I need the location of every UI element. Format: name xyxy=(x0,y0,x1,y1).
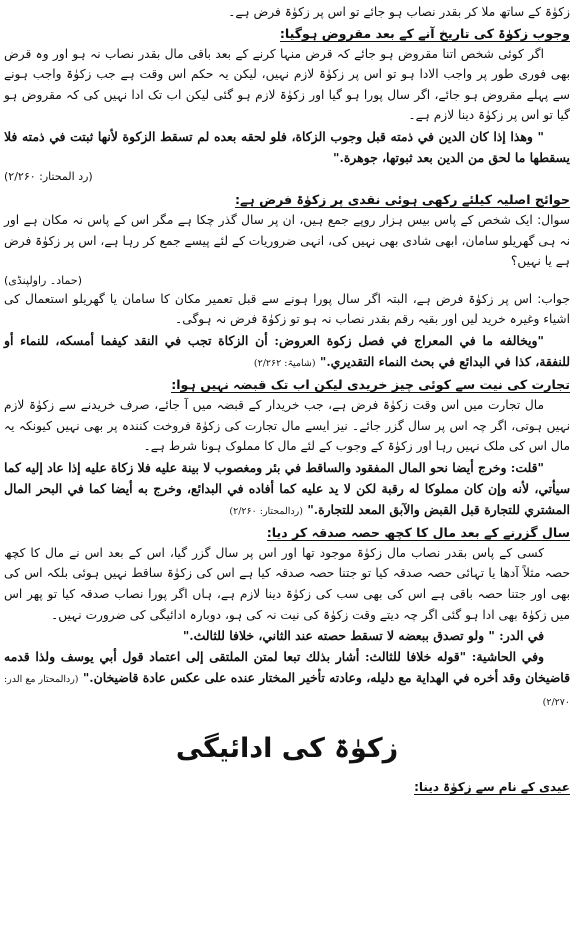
paragraph-carryover: زکوٰۃ کے ساتھ ملا کر بقدر نصاب ہو جائے تو اس پر زکوٰۃ فرض ہے۔ xyxy=(228,5,570,19)
document-page xyxy=(4,2,570,797)
arabic-quote-durr: في الدر: " ولو تصدق ببعضه لا تسقط حصته عند الثاني، خلافا للثالث." xyxy=(182,628,544,644)
section-heading-trade-goods xyxy=(4,374,570,395)
arabic-quote-text: وفي الحاشية: "قوله خلافا للثالث: أشار بذلك تبعا لمتن الملتقى إلى اعتماد قول أبي يوسف ولذا قدمه قاضيخان وقد أخره في الهداية مع دليله، وعادته تأخير المختار عنده على عكس عادة قاضيخان." xyxy=(4,649,570,686)
section-heading-basic-needs xyxy=(4,189,570,210)
section-heading-charity xyxy=(4,522,570,543)
chapter-title: زکوٰۃ کی ادائیگی xyxy=(175,733,399,765)
heading-text: سال گزرنے کے بعد مال کا کچھ حصہ صدقہ کر دیا: xyxy=(266,524,570,540)
paragraph-charity: کسی کے پاس بقدر نصاب مال زکوٰۃ موجود تھا اور اس پر سال گزر گیا، اس کے بعد اس نے مال کا کچھ حصہ مثلاً آدھا یا تہائی حصہ صدقہ کیا تو جتنا حصہ صدقہ کیا ہے اس کی زکوٰۃ ساقط نہیں ہوئی بلکہ اس کی بھی اور جتنا حصہ باقی ہے اس کی بھی سب کی زکوٰۃ دینا لازم ہے، ہاں اگر پورا نصاب صدقہ کیا تو پھر اس میں زکوٰۃ بھی ادا ہو گئی اگر چہ دیتے وقت زکوٰۃ کی نیت نہ کی ہو، دوبارہ ادائیگی کی ضرورت نہیں۔ xyxy=(4,545,570,622)
heading-text: تجارت کی نیت سے کوئی چیز خریدی لیکن اب تک قبضہ نہیں ہوا: xyxy=(171,376,570,392)
paragraph-question: سوال: ایک شخص کے پاس بیس ہزار روپے جمع ہیں، ان پر سال گذر چکا ہے مگر اس کے پاس نہ مکان ہے اور نہ ہی گھریلو سامان، ابھی شادی بھی نہیں کی، انہی ضروریات کے لئے پیسے جمع کر رہا ہے، اس پر زکوٰۃ فرض ہے یا نہیں؟ xyxy=(4,212,570,269)
arabic-quote-miraj xyxy=(4,330,570,374)
reference-radd-almuhtar-260: (رد المحتار: ۲/۲۶۰) xyxy=(4,169,93,183)
paragraph-debt: اگر کوئی شخص اتنا مقروض ہو جائے کہ قرض منہا کرنے کے بعد باقی مال بقدر نصاب نہ ہو اور وہ قرض بھی فوری طور پر واجب الادا ہو تو اس پر زکوٰۃ لازم نہیں، لیکن یہ حکم اس وقت ہے جب زکوٰۃ واجب ہونے سے پہلے مقروض ہو جائے، اگر سال پورا ہو گیا اور زکوٰۃ لازم ہو گئی لیکن اب تک ادا نہیں کی کہ مقروض ہو گیا تو اس پر زکوٰۃ دینا لازم ہے۔ xyxy=(4,46,570,123)
heading-text: عیدی کے نام سے زکوٰۃ دینا: xyxy=(414,780,570,795)
reference-radd-almuhtar-260b: (ردالمحتار: ۲/۲۶۰) xyxy=(229,505,303,517)
section-heading-eidi xyxy=(4,777,570,797)
arabic-quote-qultu xyxy=(4,457,570,522)
reference-shamiya-262: (شامیۃ: ۲/۲۶۲) xyxy=(253,357,316,369)
heading-text: وجوبِ زکوٰۃ کی تاریخ آنے کے بعد مقروض ہوگیا: xyxy=(279,25,570,41)
arabic-quote-text: "ويخالفه ما في المعراج في فصل زكوة العروض: أن الزكاة تجب في النقد كيفما أمسكه، للنماء أو للنفقة، كذا في البدائع في بحث النماء التقديري." xyxy=(4,332,570,369)
paragraph-answer: جواب: اس پر زکوٰۃ فرض ہے، البتہ اگر سال پورا ہونے سے قبل تعمیر مکان کا سامان یا گھریلو استعمال کی اشیاء وغیرہ خرید لیں اور بقیہ رقم بقدر نصاب نہ ہو تو زکوٰۃ فرض نہ ہوگی۔ xyxy=(4,291,570,327)
arabic-quote-hashiya xyxy=(4,646,570,713)
section-heading-debt xyxy=(4,23,570,44)
arabic-quote-text: "قلت: وخرج أيضا نحو المال المفقود والساقط في بئر ومغصوب لا بينة عليه فلا زكاة عليه إذا عاد إليه كما سيأتي، لأنه وإن كان مملوكا له رقبة لكن لا يد عليه كما أفاده في البدائع، وخرج به أيضا كما في البحر المال المشتري للتجارة قبل القبض والآبق المعد للتجارة." xyxy=(4,459,570,517)
arabic-quote-jawhara: " وهذا إذا كان الدين في ذمته قبل وجوب الزكاة، فلو لحقه بعده لم تسقط الزكوة لأنها ثبتت في ذمته فلا يسقطها ما لحق من الدين بعد ثبوتها، جوهرة." xyxy=(4,128,570,165)
paragraph-trade-goods: مال تجارت میں اس وقت زکوٰۃ فرض ہے، جب خریدار کے قبضہ میں آ جائے، صرف خریدنے سے زکوٰۃ لازم نہیں ہوتی، اگر چہ اس پر سال گزر جائے۔ نیز ایسے مال تجارت کی زکوٰۃ فروخت کنندہ پر بھی نہیں کیونکہ یہ مال اس کی ملک نہیں رہا اور زکوٰۃ کے وجوب کے لئے مال کا مملوک ہونا شرط ہے۔ xyxy=(4,397,570,454)
reference-radd-almuhtar-270: (ردالمحتار مع الدر: ۲/۲۷۰) xyxy=(3,674,570,709)
heading-text: حوائج اصلیہ کیلئے رکھی ہوئی نقدی پر زکوٰۃ فرض ہے: xyxy=(234,191,570,207)
reference-asker: (حماد۔ راولپنڈی) xyxy=(4,273,82,287)
